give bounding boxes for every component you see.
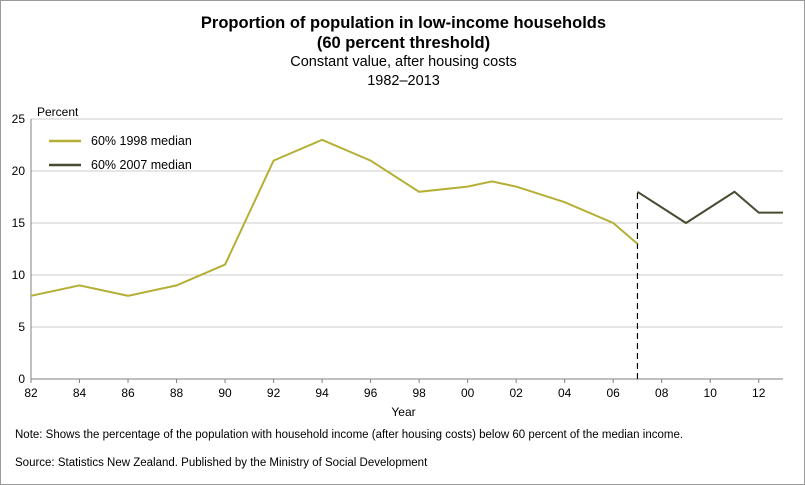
- chart-subtitle-line-1: Constant value, after housing costs: [290, 54, 517, 70]
- y-tick-label: 15: [11, 216, 25, 230]
- y-tick-label: 20: [11, 164, 25, 178]
- x-tick-label: 08: [655, 386, 669, 400]
- legend-label: 60% 2007 median: [91, 158, 192, 172]
- y-axis-ticks: [12, 112, 26, 386]
- y-axis-unit-label: Percent: [37, 105, 79, 119]
- chart-title-line-2: (60 percent threshold): [316, 34, 491, 52]
- x-tick-label: 90: [218, 386, 232, 400]
- x-tick-label: 88: [169, 386, 184, 400]
- x-axis-title: Year: [391, 405, 416, 419]
- x-tick-label: 94: [315, 386, 329, 400]
- x-tick-label: 92: [266, 386, 281, 400]
- x-tick-label: 00: [460, 386, 475, 400]
- x-tick-label: 84: [72, 386, 87, 400]
- x-tick-label: 98: [412, 386, 426, 400]
- x-tick-label: 02: [509, 386, 523, 400]
- chart-note: Note: Shows the percentage of the population with household income (after housing costs) below 60 percent of the median income.: [15, 429, 684, 441]
- chart-source: Source: Statistics New Zealand. Published by the Ministry of Social Development: [15, 457, 428, 469]
- y-tick-label: 25: [11, 112, 25, 126]
- x-tick-label: 06: [606, 386, 620, 400]
- line-chart: [1, 1, 805, 401]
- x-tick-label: 10: [703, 386, 717, 400]
- y-tick-label: 5: [18, 320, 25, 334]
- y-tick-label: 0: [18, 372, 25, 386]
- x-tick-label: 86: [121, 386, 135, 400]
- x-axis-ticks: [24, 379, 765, 400]
- x-tick-label: 82: [24, 386, 38, 400]
- x-tick-label: 96: [363, 386, 378, 400]
- chart-legend: [49, 134, 192, 172]
- legend-label: 60% 1998 median: [91, 134, 192, 148]
- chart-title-line-1: Proportion of population in low-income households: [200, 14, 607, 32]
- x-tick-label: 12: [752, 386, 766, 400]
- chart-subtitle-line-2: 1982–2013: [367, 73, 440, 89]
- series-line: [637, 192, 783, 223]
- y-tick-label: 10: [11, 268, 25, 282]
- x-tick-label: 04: [557, 386, 572, 400]
